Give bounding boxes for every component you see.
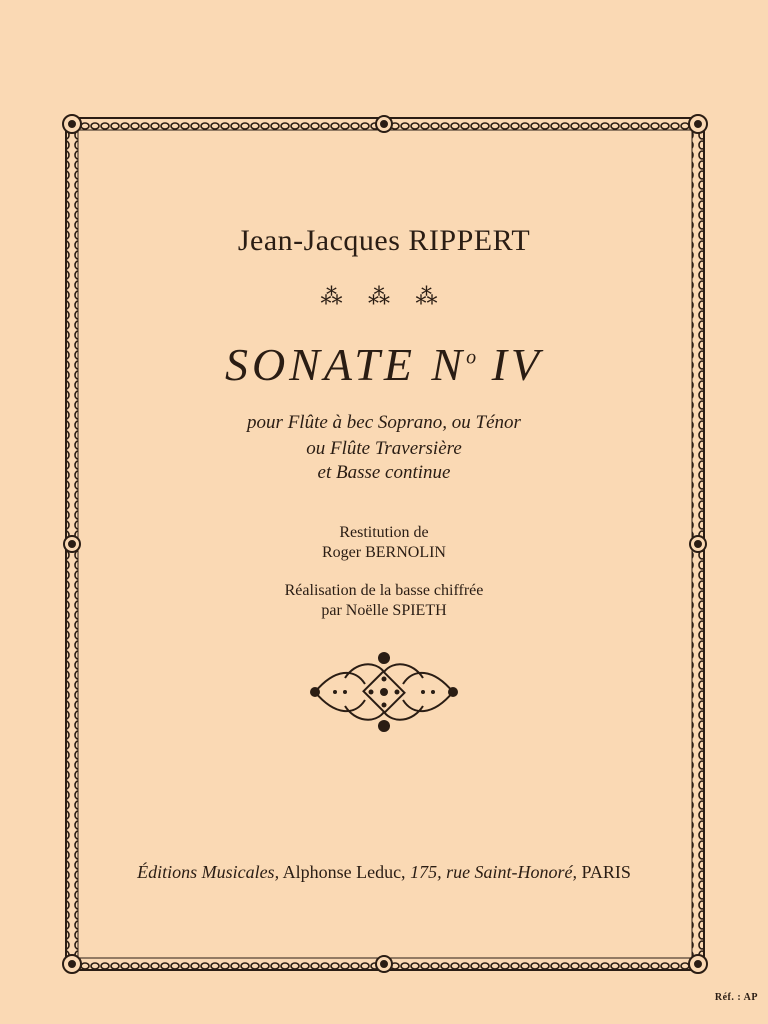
instrumentation-line-3: et Basse continue bbox=[317, 462, 451, 483]
restitution-label: Restitution de bbox=[339, 524, 429, 541]
restitution-name: Roger BERNOLIN bbox=[322, 544, 446, 561]
publisher-line: Éditions Musicales, Alphonse Leduc, 175, rue Saint-Honoré, PARIS bbox=[137, 862, 631, 882]
realisation-label: Réalisation de la basse chiffrée bbox=[284, 582, 484, 599]
central-ornament-icon bbox=[305, 648, 463, 736]
reference-code: Réf. : AP bbox=[714, 992, 758, 1003]
instrumentation-line-2: ou Flûte Traversière bbox=[306, 438, 462, 459]
composer-name: Jean-Jacques RIPPERT bbox=[237, 224, 531, 257]
realisation-name: par Noëlle SPIETH bbox=[321, 602, 447, 619]
instrumentation-line-1: pour Flûte à bec Soprano, ou Ténor bbox=[247, 412, 521, 433]
sonata-title: SONATE $N^o$ IV bbox=[224, 339, 544, 390]
star-ornament: ⁂ ⁂ ⁂ bbox=[320, 284, 448, 309]
